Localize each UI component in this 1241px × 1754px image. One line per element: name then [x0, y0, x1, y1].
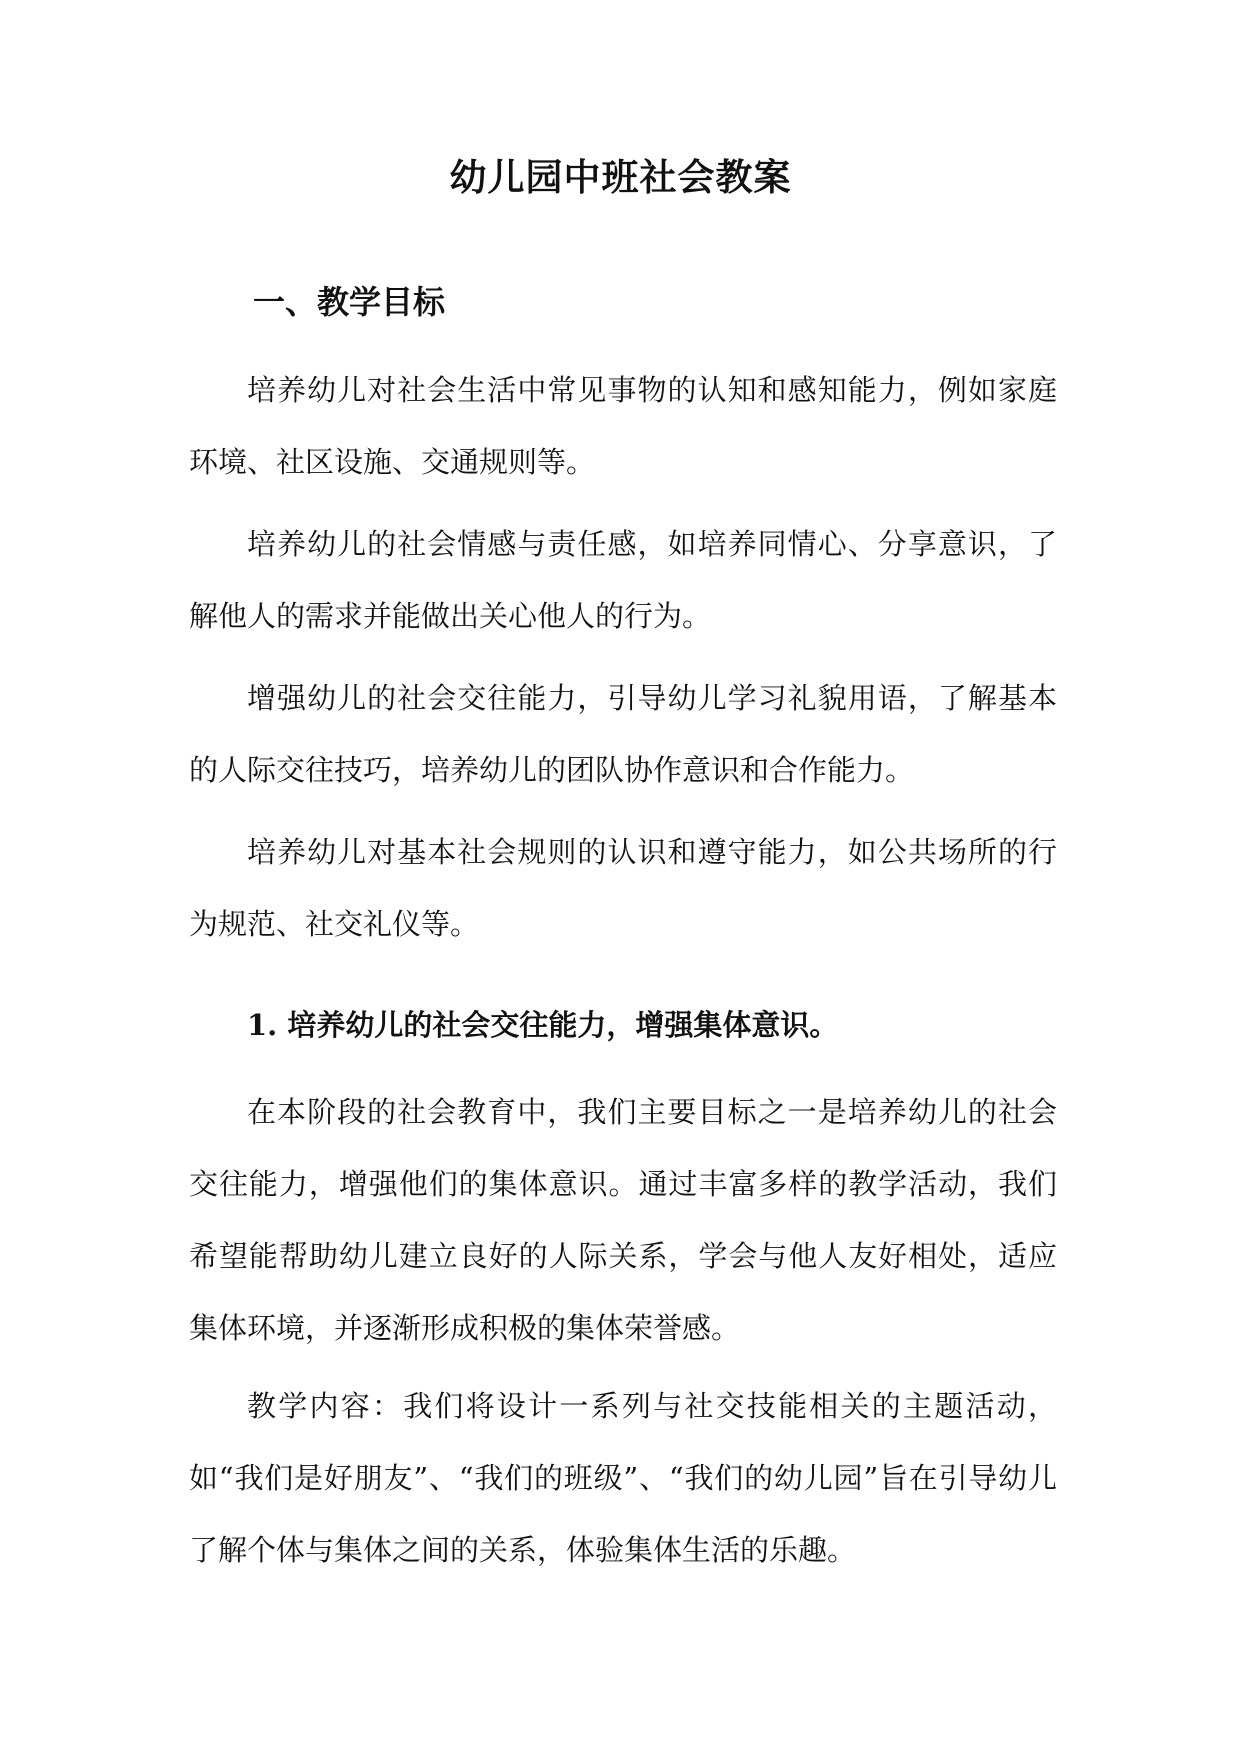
paragraph: 培养幼儿对社会生活中常见事物的认知和感知能力，例如家庭环境、社区设施、交通规则等。	[189, 373, 1057, 479]
paragraph: 培养幼儿对基本社会规则的认识和遵守能力，如公共场所的行为规范、社交礼仪等。	[189, 835, 1057, 941]
paragraph: 教学内容：我们将设计一系列与社交技能相关的主题活动，如“我们是好朋友”、“我们的班级”、“我们的幼儿园”旨在引导幼儿了解个体与集体之间的关系，体验集体生活的乐趣。	[189, 1389, 1057, 1567]
section-heading: 一、教学目标	[253, 283, 446, 321]
paragraph: 培养幼儿的社会情感与责任感，如培养同情心、分享意识，了解他人的需求并能做出关心他人的行为。	[189, 527, 1057, 633]
paragraph: 在本阶段的社会教育中，我们主要目标之一是培养幼儿的社会交往能力，增强他们的集体意识。通过丰富多样的教学活动，我们希望能帮助幼儿建立良好的人际关系，学会与他人友好相处，适应集体环境，并逐渐形成积极的集体荣誉感。	[189, 1095, 1057, 1345]
paragraph: 增强幼儿的社会交往能力，引导幼儿学习礼貌用语，了解基本的人际交往技巧，培养幼儿的团队协作意识和合作能力。	[189, 681, 1057, 787]
document-title: 幼儿园中班社会教案	[449, 155, 792, 199]
subsection-heading: 1. 培养幼儿的社会交往能力，增强集体意识。	[247, 1008, 839, 1042]
